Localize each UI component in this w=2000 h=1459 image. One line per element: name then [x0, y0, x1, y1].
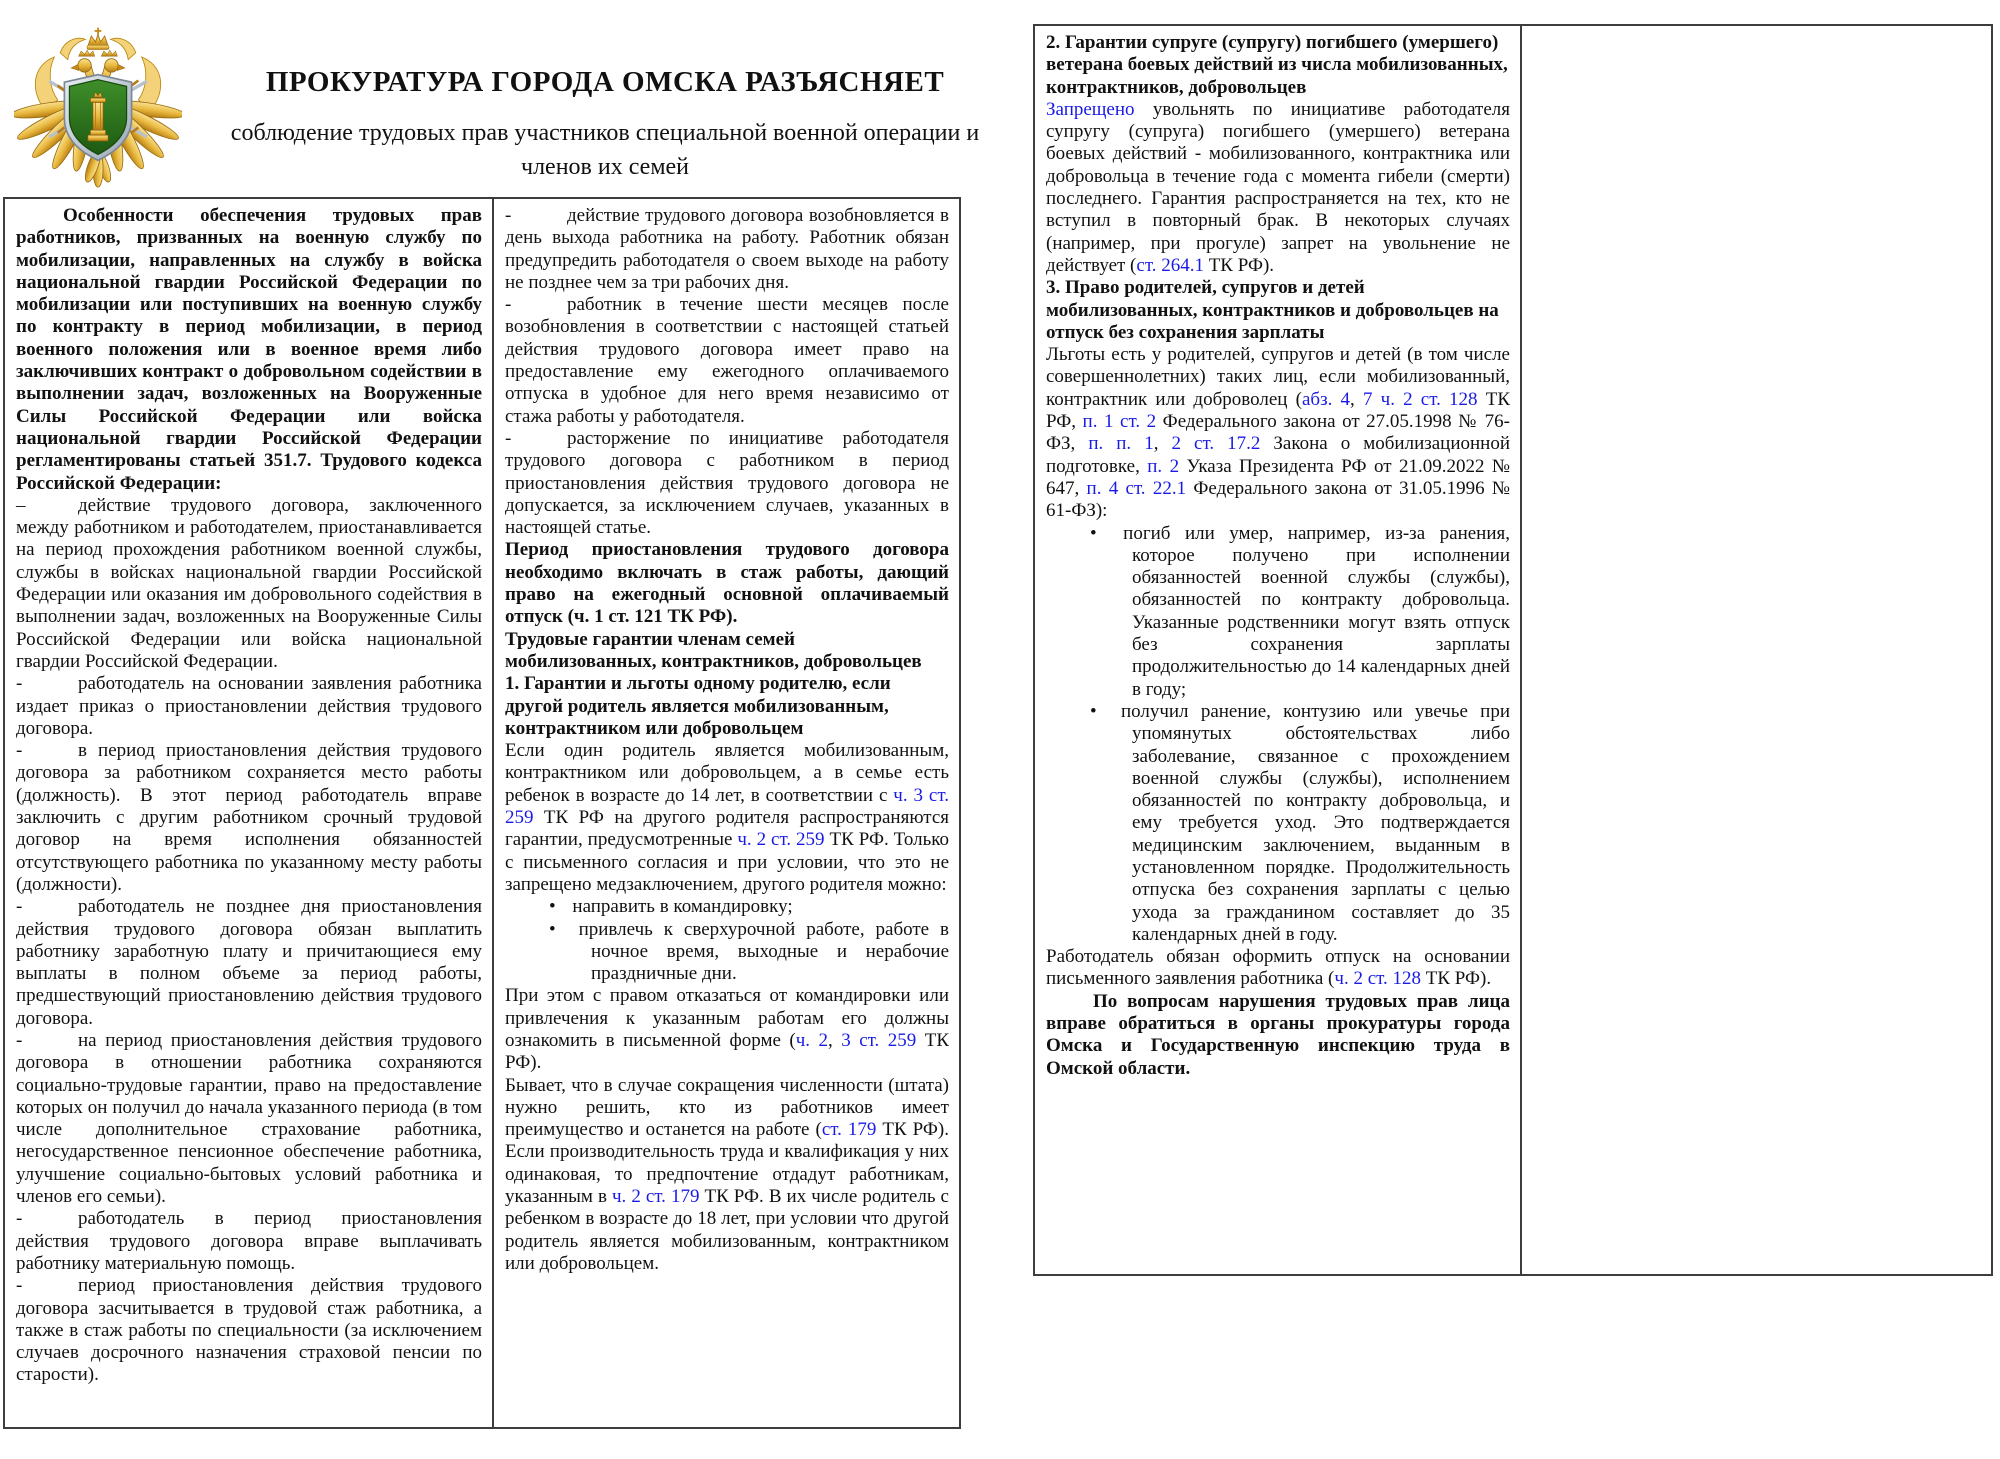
text-run: ТК РФ). [1421, 968, 1492, 990]
text-run: погиб или умер, например, из-за ранения, которое получено при исполнении обязанностей военной службы (службы), обязанностей по контракту добровольца. Указанные родственники могут взять отпуск без сохранения зарплаты продолжительностью до 14 календарных дней в году; [1123, 522, 1510, 700]
text-run: Указа Президента РФ от 21.09.2022 № 647, [1046, 455, 1511, 499]
subtitle-line-1: соблюдение трудовых прав участников специальной военной операции и [230, 120, 980, 146]
text-run: Особенности обеспечения трудовых прав работников, призванных на военную службу по мобилизации, направленных на службу в войска национальной гвардии Российской Федерации по мобилизации или поступивших на военную службу по контракту в период мобилизации, в период военного положения или в военное время либо заключивших контракт о добровольном содействии в выполнении задач, возложенных на Вооруженные Силы Российской Федерации или войска национальной гвардии Российской Федерации регламентированы статьей 351.7. Трудового кодекса Российской Федерации: [16, 205, 482, 494]
list-dash: - [16, 1275, 23, 1297]
paragraph [16, 1208, 482, 1275]
paragraph [16, 1030, 482, 1208]
document-header [205, 64, 1005, 184]
legal-reference-link[interactable]: абз. 4 [1301, 388, 1351, 410]
paragraph [16, 673, 482, 740]
text-run: Если один родитель является мобилизованным, контрактником или добровольцем, а в семье есть ребенок в возрасте до 14 лет, в соответствии с [505, 740, 949, 806]
text-run: Трудовые гарантии членам семей мобилизованных, контрактников, добровольцев [505, 628, 922, 672]
page-title: ПРОКУРАТУРА ГОРОДА ОМСКА РАЗЪЯСНЯЕТ [265, 66, 945, 98]
prosecutor-emblem-icon [14, 8, 182, 190]
text-run: Федерального закона от 27.05.1998 № 76-ФЗ, [1046, 411, 1510, 455]
list-dash: - [16, 740, 23, 762]
text-run: ТК РФ. Только с письменного согласия и при условии, что это не запрещено медзаключением, другого родителя можно: [505, 829, 949, 895]
legal-reference-link[interactable]: ст. 179 [821, 1119, 877, 1141]
legal-reference-link[interactable]: ч. 2 ст. 259 [737, 829, 825, 851]
text-run: 1. Гарантии и льготы одному родителю, если другой родитель является мобилизованным, контрактником или добровольцем [505, 673, 891, 739]
legal-reference-link[interactable]: ч. 2 ст. 179 [611, 1186, 700, 1208]
text-run: увольнять по инициативе работодателя супругу (супруга) погибшего (умершего) ветерана боевых действий - мобилизованного, контрактника или добровольца в течение года с момента гибели (смерти) последнего. Гарантия распространяется на тех, кто не вступил в повторный брак. В некоторых случаях (например, при прогуле) запрет на увольнение не действует ( [1046, 98, 1510, 276]
heading-paragraph [16, 205, 482, 495]
text-run: расторжение по инициативе работодателя трудового договора с работником в период приостановления действия трудового договора не допускается, за исключением случаев, указанных в настоящей статье. [505, 427, 949, 539]
text-run: ТК РФ). [505, 1029, 950, 1074]
labor-rights-table [3, 197, 961, 1429]
list-dash: - [505, 294, 512, 316]
paragraph [16, 896, 482, 1030]
text-run: в период приостановления действия трудового договора за работником сохраняется место работы (должность). В этот период работодатель вправе заключить с другим работником срочный трудовой договор на время исполнения обязанностей отсутствующего работника по указанному месту работы (должности). [16, 740, 482, 895]
heading-paragraph [1046, 523, 1510, 701]
legal-reference-link[interactable]: п. 2 [1147, 455, 1180, 477]
paragraph [1046, 344, 1510, 522]
spouse-parents-guarantees-table [1033, 24, 1993, 1276]
legal-reference-link[interactable]: п. 4 ст. 22.1 [1086, 477, 1187, 499]
bullet-marker: • [549, 918, 579, 940]
heading-paragraph [505, 629, 949, 674]
list-dash: - [16, 673, 23, 695]
text-run: работник в течение шести месяцев после возобновления в соответствии с настоящей статьей действия трудового договора имеет право на предоставление ему ежегодного оплачиваемого отпуска в удобное для него время независимо от стажа работы у работодателя. [505, 294, 949, 427]
list-dash: - [505, 205, 512, 226]
paragraph [16, 495, 482, 673]
text-run: ТК РФ). Если производительность труда и квалификация у них одинаковая, то предпочтение отдадут работникам, указанным в [505, 1119, 950, 1208]
legal-reference-link[interactable]: п. 1 ст. 2 [1082, 411, 1157, 433]
table1-column-family-guarantees [494, 199, 959, 1427]
paragraph [505, 1075, 949, 1276]
legal-reference-link[interactable]: 7 ч. 2 ст. 128 [1362, 388, 1478, 410]
table2-column-empty [1522, 26, 1991, 1274]
text-run: Льготы есть у родителей, супругов и детей (в том числе совершеннолетних) таких лиц, если мобилизованный, контрактник или доброволец ( [1046, 344, 1510, 410]
heading-paragraph [505, 673, 949, 740]
heading-paragraph [1046, 277, 1510, 344]
text-run: ТК РФ, [1046, 388, 1511, 433]
text-run: Работодатель обязан оформить отпуск на основании письменного заявления работника ( [1046, 946, 1510, 990]
table2-column-text [1035, 26, 1522, 1274]
text-run: 3. Право родителей, супругов и детей мобилизованных, контрактников и добровольцев на отпуск без сохранения зарплаты [1046, 277, 1499, 343]
text-run: ТК РФ на другого родителя распространяются гарантии, предусмотренные [505, 807, 949, 851]
bullet-marker: • [549, 896, 573, 918]
list-dash: – [16, 494, 26, 516]
heading-paragraph [505, 539, 949, 628]
text-run: ТК РФ. В их числе родитель с ребенком в возрасте до 18 лет, при условии что другой родитель является мобилизованным, контрактником или добровольцем. [505, 1186, 949, 1274]
text-run: Бывает, что в случае сокращения численности (штата) нужно решить, кто из работников имеет преимущество и останется на работе ( [505, 1074, 949, 1141]
paragraph [505, 294, 949, 428]
legal-reference-link[interactable]: ч. 3 ст. 259 [505, 784, 949, 829]
text-run: По вопросам нарушения трудовых прав лица вправе обратиться в органы прокуратуры города Омска и Государственную инспекцию труда в Омской области. [1046, 990, 1510, 1079]
text-run: 2. Гарантии супруге (супругу) погибшего (умершего) ветерана боевых действий из числа мобилизованных, контрактников, добровольцев [1046, 32, 1508, 98]
heading-paragraph [1046, 32, 1510, 99]
text-run: действие трудового договора, заключенного между работником и работодателем, приостанавливается на период прохождения работником военной службы, службы в войсках национальной гвардии Российской Федерации или оказания им добровольного содействия в выполнении задач, возложенных на Вооруженные Силы Российской Федерации или войска национальной гвардии Российской Федерации. [16, 494, 482, 672]
text-run: период приостановления действия трудового договора засчитывается в трудовой стаж работника, а также в стаж работы по специальности (за исключением случаев досрочного назначения страховой пенсии по старости). [16, 1275, 482, 1386]
bullet-marker: • [1090, 522, 1124, 544]
heading-paragraph [1046, 991, 1510, 1080]
list-dash: - [505, 427, 512, 449]
legal-reference-link[interactable]: ч. 2 ст. 128 [1334, 968, 1422, 990]
text-run: на период приостановления действия трудового договора в отношении работника сохраняются социально-трудовые гарантии, право на предоставление которых он получил до начала указанного периода (в том числе дополнительное страхование работника, негосударственное пенсионное обеспечение работника, улучшение социально-бытовых условий работника и членов его семьи). [16, 1029, 482, 1208]
list-dash: - [16, 1029, 23, 1051]
text-run: , [1350, 388, 1363, 410]
legal-reference-link[interactable]: Запрещено [1046, 98, 1135, 120]
legal-reference-link[interactable]: ч. 2 [795, 1029, 829, 1051]
heading-paragraph [505, 919, 949, 986]
text-run: , [1153, 433, 1172, 455]
paragraph [16, 1275, 482, 1386]
legal-reference-link[interactable]: ст. 264.1 [1136, 254, 1204, 276]
text-run: работодатель на основании заявления работника издает приказ о приостановлении действия трудового договора. [16, 673, 482, 739]
paragraph [505, 740, 949, 896]
subtitle-line-2: членов их семей [521, 154, 689, 180]
legal-reference-link[interactable]: 3 ст. 259 [841, 1029, 917, 1051]
bullet-marker: • [1090, 700, 1121, 722]
table1-column-mobilized-workers [5, 199, 494, 1427]
text-run: Федерального закона от 31.05.1996 № 61-ФЗ): [1046, 477, 1510, 522]
legal-reference-link[interactable]: 2 ст. 17.2 [1171, 433, 1261, 455]
text-run: работодатель в период приостановления действия трудового договора вправе выплачивать работнику материальную помощь. [16, 1208, 482, 1274]
paragraph [505, 205, 949, 294]
heading-paragraph [1046, 701, 1510, 946]
text-run: действие трудового договора возобновляется в день выхода работника на работу. Работник обязан предупредить работодателя о своем выходе на работу не позднее чем за три рабочих дня. [505, 205, 949, 293]
paragraph [505, 985, 949, 1074]
legal-reference-link[interactable]: п. п. 1 [1088, 433, 1154, 455]
heading-paragraph [505, 896, 949, 918]
paragraph [505, 428, 949, 539]
list-dash: - [16, 1208, 23, 1230]
list-dash: - [16, 896, 23, 918]
text-run: работодатель не позднее дня приостановления действия трудового договора обязан выплатить работнику заработную плату и причитающиеся ему выплаты в полном объеме за период работы, предшествующий приостановлению действия трудового договора. [16, 896, 482, 1029]
page-subtitle [205, 116, 1005, 184]
text-run: Закона о мобилизационной подготовке, [1046, 433, 1511, 477]
text-run: , [828, 1029, 842, 1051]
paragraph [1046, 946, 1510, 991]
text-run: При этом с правом отказаться от командировки или привлечения к указанным работам его должны ознакомить в письменной форме ( [505, 985, 949, 1051]
text-run: ТК РФ). [1203, 254, 1275, 276]
text-run: Период приостановления трудового договора необходимо включать в стаж работы, дающий право на ежегодный основной оплачиваемый отпуск (ч. 1 ст. 121 ТК РФ). [505, 539, 949, 628]
paragraph [1046, 99, 1510, 277]
text-run: привлечь к сверхурочной работе, работе в ночное время, выходные и нерабочие праздничные дни. [578, 918, 950, 985]
text-run: направить в командировку; [572, 896, 793, 918]
text-run: получил ранение, контузию или увечье при упомянутых обстоятельствах либо заболевание, связанное с прохождением военной службы (службы), исполнением обязанностей по контракту добровольца, и ему требуется уход. Это подтверждается медицинским заключением, выданным в установленном порядке. Продолжительность отпуска без сохранения зарплаты с целью ухода за гражданином составляет до 35 календарных дней в году. [1120, 700, 1510, 945]
paragraph [16, 740, 482, 896]
